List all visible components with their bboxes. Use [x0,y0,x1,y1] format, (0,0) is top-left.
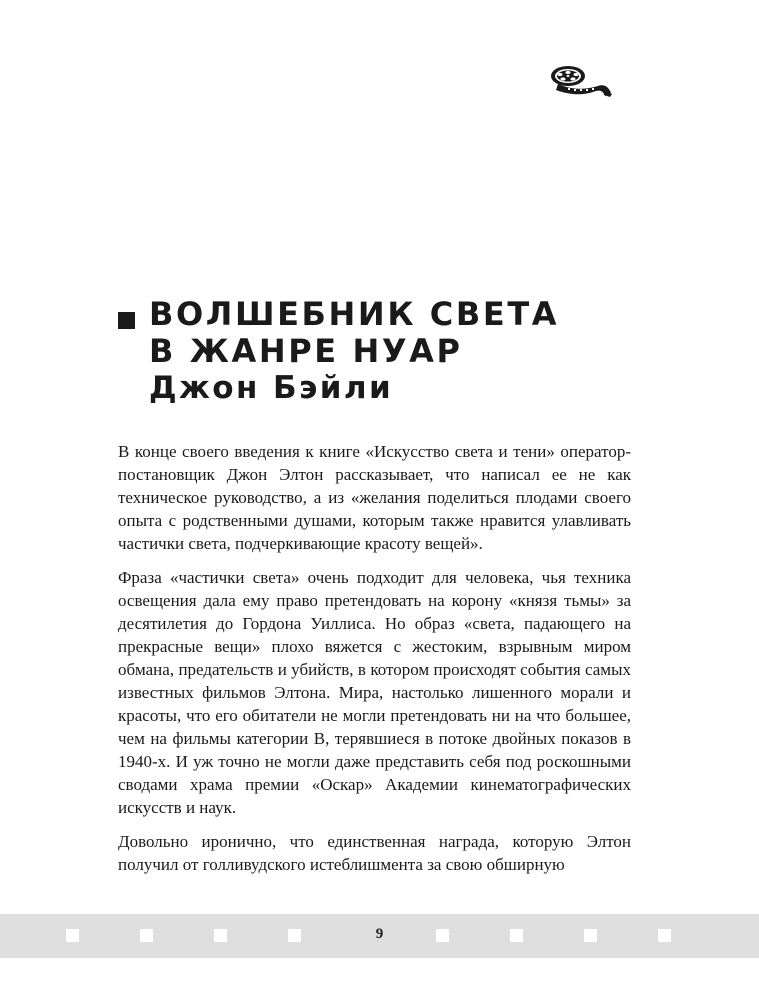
body-text [118,440,631,887]
chapter-title-line-1: ВОЛШЕБНИК СВЕТА [149,295,560,333]
film-reel-icon [548,60,614,100]
chapter-marker-square [118,312,135,329]
chapter-title-line-2: В ЖАНРЕ НУАР [149,332,463,370]
chapter-title-block [149,296,638,407]
paragraph: Фраза «частички света» очень подходит для человека, чья техника освещения дала ему право претендовать на корону «князя тьмы» за десятилетия до Гордона Уиллиса. Но образ «света, падающего на прекрасные вещи» плохо вяжется с жестоким, взрывным миром обмана, предательств и убийств, в котором происходят события самых известных фильмов Элтона. Мира, настолько лишенного морали и красоты, что его обитатели не могли претендовать ни на что большее, чем на фильмы категории B, терявшиеся в потоке двойных показов в 1940-х. И уж точно не могли даже представить себя под роскошными сводами храма премии «Оскар» Академии кинематографических искусств и наук. [118,568,631,817]
chapter-author: Джон Бэйли [149,370,394,406]
page-number: 9 [375,926,384,942]
paragraph: Довольно иронично, что единственная награда, которую Элтон получил от голливудского истеблишмента за свою обширную [118,832,631,874]
page-footer [0,914,759,958]
paragraph: В конце своего введения к книге «Искусство света и тени» оператор-постановщик Джон Элтон рассказывает, что написал ее не как техническое руководство, а из «желания поделиться плодами своего опыта с родственными душами, которым также нравится улавливать частички света, подчеркивающие красоту вещей». [118,442,631,553]
chapter-heading [118,296,638,407]
